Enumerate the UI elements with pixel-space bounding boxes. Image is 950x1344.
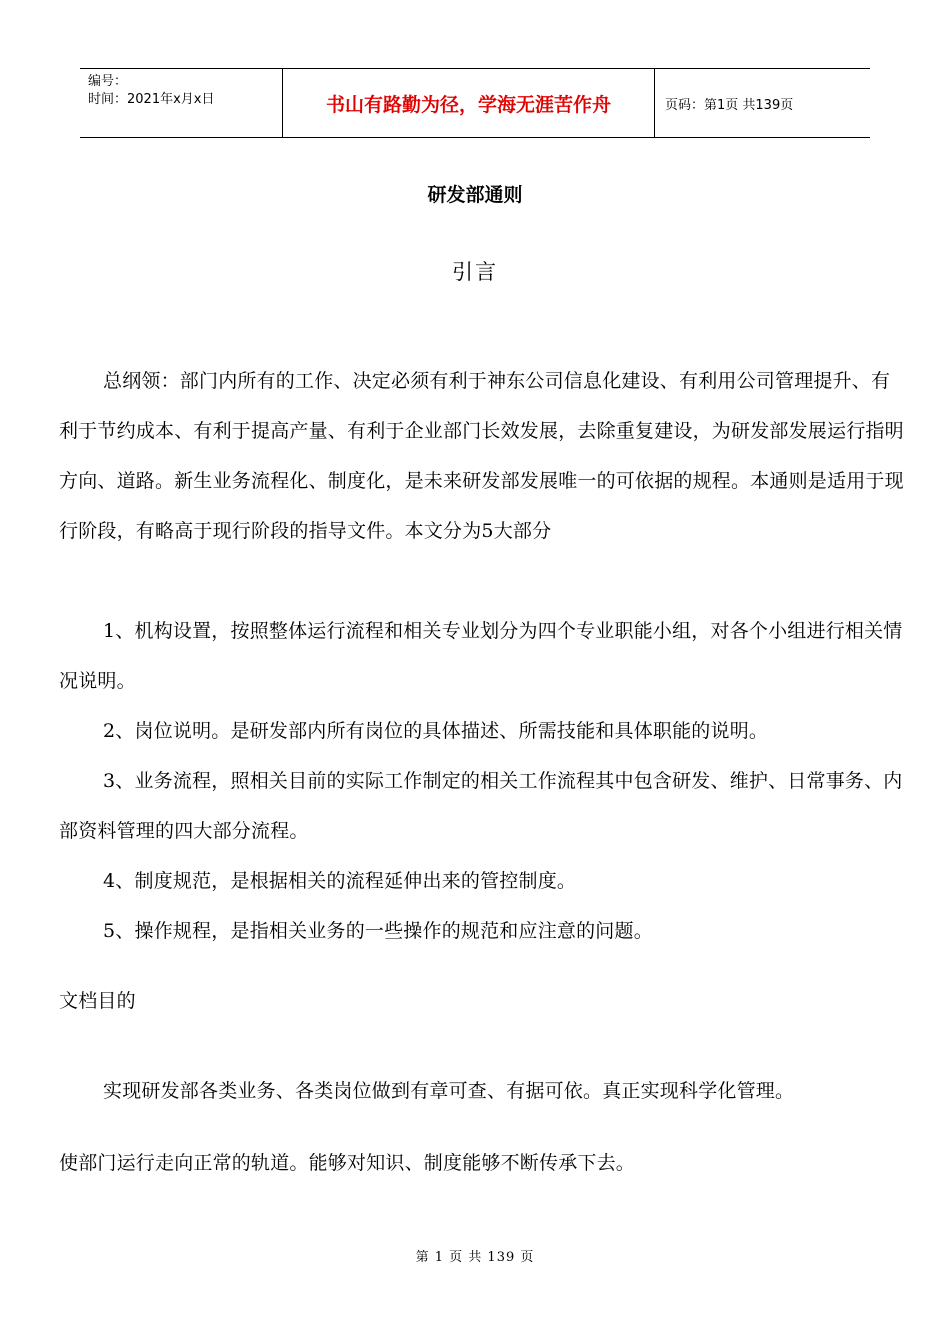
page-footer: 第 1 页 共 139 页: [415, 1250, 535, 1265]
list-item-operating-rules: 5、操作规程，是指相关业务的一些操作的规范和应注意的问题。: [103, 920, 653, 942]
list-item-job-description: 2、岗位说明。是研发部内所有岗位的具体描述、所需技能和具体职能的说明。: [103, 720, 769, 742]
paragraph-purpose-2: 使部门运行走向正常的轨道。能够对知识、制度能够不断传承下去。: [59, 1152, 636, 1174]
document-subtitle: 引言: [452, 260, 498, 284]
section-heading-purpose: 文档目的: [59, 990, 136, 1012]
header-motto: 书山有路勤为径，学海无涯苦作舟: [282, 69, 655, 137]
list-item-org-structure: 1、机构设置，按照整体运行流程和相关专业划分为四个专业职能小组，对各个小组进行相关情况说明。: [59, 620, 903, 692]
paragraph-purpose-1: 实现研发部各类业务、各类岗位做到有章可查、有据可依。真正实现科学化管理。: [103, 1080, 795, 1102]
page-header: [80, 68, 870, 138]
list-item-business-process: 3、业务流程，照相关目前的实际工作制定的相关工作流程其中包含研发、维护、日常事务、内部资料管理的四大部分流程。: [59, 770, 903, 842]
header-page-info: 页码：第1页 共139页: [665, 97, 794, 113]
number-label: 编号：: [88, 74, 128, 89]
document-title: 研发部通则: [427, 184, 523, 206]
paragraph-general-outline: 总纲领：部门内所有的工作、决定必须有利于神东公司信息化建设、有利用公司管理提升、有利于节约成本、有利于提高产量、有利于企业部门长效发展，去除重复建设，为研发部发展运行指明方向、道路。新生业务流程化、制度化，是未来研发部发展唯一的可依据的规程。本通则是适用于现行阶段，有略高于现行阶段的指导文件。本文分为5大部分: [59, 370, 904, 542]
header-left-cell: [80, 69, 282, 137]
list-item-regulations: 4、制度规范，是根据相关的流程延伸出来的管控制度。: [103, 870, 577, 892]
time-label: 时间：2021年x月x日: [88, 92, 215, 107]
